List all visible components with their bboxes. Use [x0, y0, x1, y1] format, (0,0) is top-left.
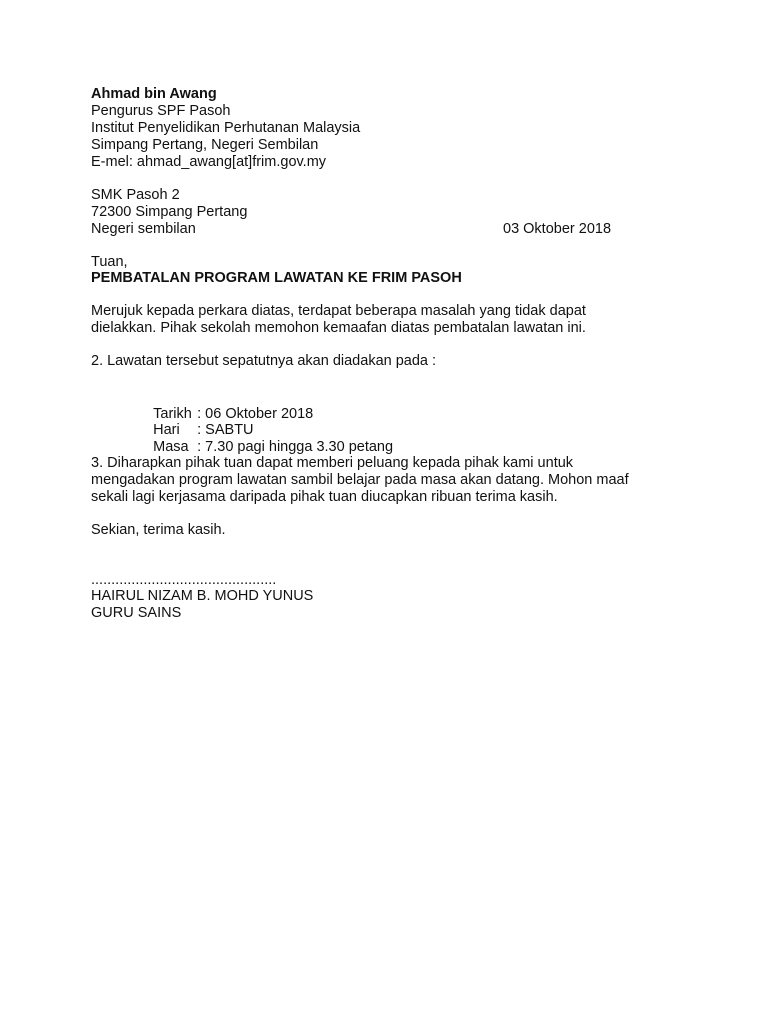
signatory-name: HAIRUL NIZAM B. MOHD YUNUS	[91, 588, 314, 604]
sender-email: E-mel: ahmad_awang[at]frim.gov.my	[91, 154, 327, 170]
recipient-line-1: SMK Pasoh 2	[91, 187, 180, 203]
paragraph-2: 2. Lawatan tersebut sepatutnya akan diadakan pada :	[91, 353, 437, 369]
recipient-line-2: 72300 Simpang Pertang	[91, 204, 248, 220]
signatory-title: GURU SAINS	[91, 605, 182, 621]
detail-masa-value: : 7.30 pagi hingga 3.30 petang	[197, 439, 394, 455]
paragraph-1-line-1: Merujuk kepada perkara diatas, terdapat beberapa masalah yang tidak dapat	[91, 303, 586, 319]
paragraph-3-line-1: 3. Diharapkan pihak tuan dapat memberi peluang kepada pihak kami untuk	[91, 455, 574, 471]
paragraph-1-line-2: dielakkan. Pihak sekolah memohon kemaafan diatas pembatalan lawatan ini.	[91, 320, 586, 336]
signature-line: ..............................................	[91, 572, 277, 588]
paragraph-3-line-2: mengadakan program lawatan sambil belajar pada masa akan datang. Mohon maaf	[91, 472, 629, 488]
sender-address: Simpang Pertang, Negeri Sembilan	[91, 137, 319, 153]
sender-position: Pengurus SPF Pasoh	[91, 103, 231, 119]
sender-name: Ahmad bin Awang	[91, 86, 217, 102]
salutation: Tuan,	[91, 254, 128, 270]
sender-institute: Institut Penyelidikan Perhutanan Malaysia	[91, 120, 361, 136]
detail-tarikh-value: : 06 Oktober 2018	[197, 406, 314, 422]
letter-subject: PEMBATALAN PROGRAM LAWATAN KE FRIM PASOH	[91, 270, 462, 286]
detail-hari-value: : SABTU	[197, 422, 254, 438]
recipient-line-3: Negeri sembilan	[91, 221, 196, 237]
paragraph-3-line-3: sekali lagi kerjasama daripada pihak tuan diucapkan ribuan terima kasih.	[91, 489, 558, 505]
detail-tarikh-label: Tarikh	[153, 406, 192, 422]
detail-hari-label: Hari	[153, 422, 180, 438]
closing: Sekian, terima kasih.	[91, 522, 226, 538]
letter-date: 03 Oktober 2018	[503, 221, 612, 237]
detail-masa-label: Masa	[153, 439, 189, 455]
